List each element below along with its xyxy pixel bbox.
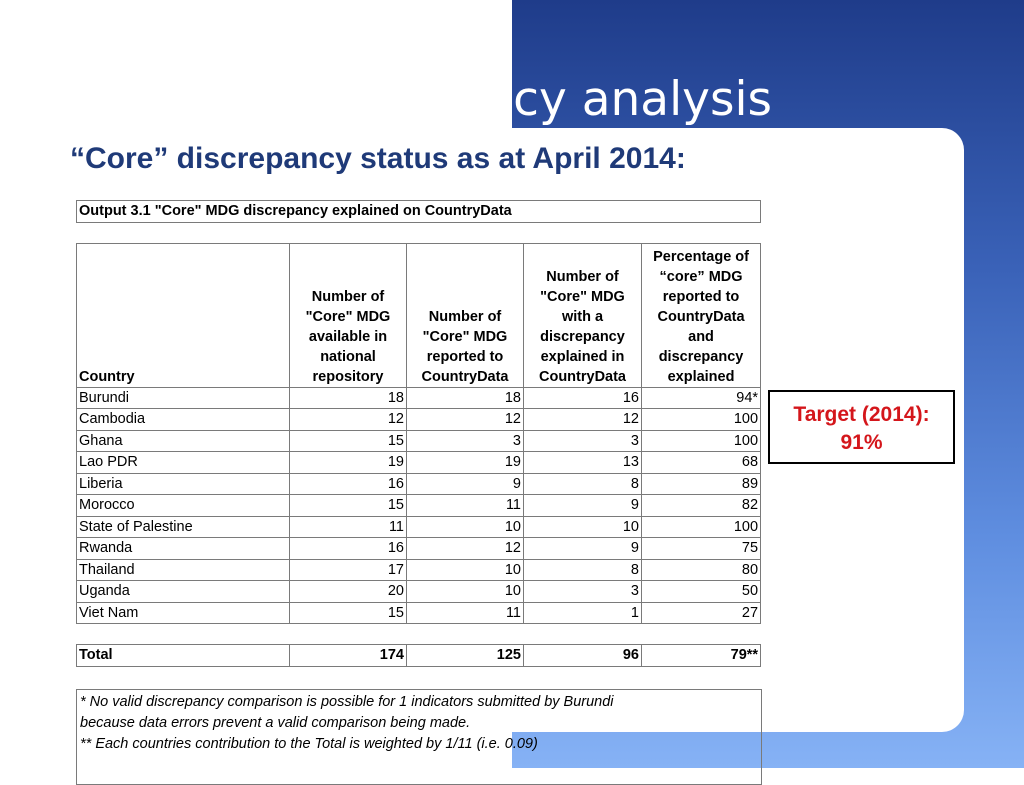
spacer-row [77, 624, 761, 645]
table-row [77, 559, 761, 581]
footnote-line: because data errors prevent a valid comparison being made. [80, 715, 471, 731]
value-cell: 68 [642, 452, 761, 474]
value-cell: 10 [407, 559, 524, 581]
footnote-box [76, 689, 762, 785]
value-cell: 12 [524, 409, 642, 431]
table-row [77, 581, 761, 603]
country-cell: Rwanda [77, 538, 290, 560]
value-cell: 75 [642, 538, 761, 560]
value-cell: 16 [290, 473, 407, 495]
table-caption-row [77, 201, 761, 223]
slide-subtitle: “Core” discrepancy status as at April 2014: [70, 142, 686, 175]
total-row [77, 645, 761, 667]
country-cell: Total [77, 645, 290, 667]
value-cell: 27 [642, 602, 761, 624]
header-country: Country [77, 243, 290, 387]
country-cell: Thailand [77, 559, 290, 581]
table-row [77, 409, 761, 431]
value-cell: 50 [642, 581, 761, 603]
value-cell: 96 [524, 645, 642, 667]
value-cell: 16 [290, 538, 407, 560]
country-cell: Burundi [77, 387, 290, 409]
table-row [77, 473, 761, 495]
value-cell: 3 [407, 430, 524, 452]
value-cell: 3 [524, 430, 642, 452]
country-cell: Viet Nam [77, 602, 290, 624]
value-cell: 9 [407, 473, 524, 495]
country-cell: Ghana [77, 430, 290, 452]
footnote-line: * No valid discrepancy comparison is possible for 1 indicators submitted by Burundi [80, 694, 614, 710]
slide-title: cy analysis [513, 72, 772, 127]
value-cell: 20 [290, 581, 407, 603]
table-row [77, 602, 761, 624]
value-cell: 9 [524, 495, 642, 517]
value-cell: 11 [407, 602, 524, 624]
table-row [77, 430, 761, 452]
value-cell: 19 [290, 452, 407, 474]
value-cell: 12 [407, 409, 524, 431]
value-cell: 12 [290, 409, 407, 431]
value-cell: 3 [524, 581, 642, 603]
value-cell: 18 [290, 387, 407, 409]
value-cell: 1 [524, 602, 642, 624]
value-cell: 15 [290, 495, 407, 517]
value-cell: 79** [642, 645, 761, 667]
value-cell: 10 [407, 581, 524, 603]
value-cell: 19 [407, 452, 524, 474]
discrepancy-table [76, 200, 761, 667]
country-cell: State of Palestine [77, 516, 290, 538]
value-cell: 8 [524, 473, 642, 495]
value-cell: 15 [290, 430, 407, 452]
header-reported: Number of "Core" MDG reported to CountryData [407, 243, 524, 387]
country-cell: Cambodia [77, 409, 290, 431]
value-cell: 11 [407, 495, 524, 517]
table-row [77, 387, 761, 409]
table-header-row [77, 243, 761, 387]
header-discrepancy: Number of "Core" MDG with a discrepancy explained in CountryData [524, 243, 642, 387]
value-cell: 100 [642, 516, 761, 538]
table-row [77, 452, 761, 474]
value-cell: 100 [642, 409, 761, 431]
value-cell: 18 [407, 387, 524, 409]
target-box [768, 390, 955, 464]
value-cell: 8 [524, 559, 642, 581]
table-row [77, 495, 761, 517]
spacer-row [77, 222, 761, 243]
value-cell: 13 [524, 452, 642, 474]
table-caption: Output 3.1 "Core" MDG discrepancy explained on CountryData [77, 201, 761, 223]
value-cell: 9 [524, 538, 642, 560]
value-cell: 17 [290, 559, 407, 581]
value-cell: 15 [290, 602, 407, 624]
table-row [77, 516, 761, 538]
target-value: 91% [840, 431, 883, 454]
target-label: Target (2014): [793, 403, 930, 426]
value-cell: 11 [290, 516, 407, 538]
value-cell: 89 [642, 473, 761, 495]
country-cell: Uganda [77, 581, 290, 603]
value-cell: 10 [407, 516, 524, 538]
value-cell: 16 [524, 387, 642, 409]
country-cell: Lao PDR [77, 452, 290, 474]
footnote-line: ** Each countries contribution to the Total is weighted by 1/11 (i.e. 0.09) [80, 736, 538, 752]
country-cell: Morocco [77, 495, 290, 517]
value-cell: 125 [407, 645, 524, 667]
value-cell: 80 [642, 559, 761, 581]
value-cell: 94* [642, 387, 761, 409]
value-cell: 10 [524, 516, 642, 538]
value-cell: 12 [407, 538, 524, 560]
header-percentage: Percentage of “core” MDG reported to CountryData and discrepancy explained [642, 243, 761, 387]
value-cell: 100 [642, 430, 761, 452]
table-row [77, 538, 761, 560]
country-cell: Liberia [77, 473, 290, 495]
header-available: Number of "Core" MDG available in national repository [290, 243, 407, 387]
value-cell: 82 [642, 495, 761, 517]
value-cell: 174 [290, 645, 407, 667]
